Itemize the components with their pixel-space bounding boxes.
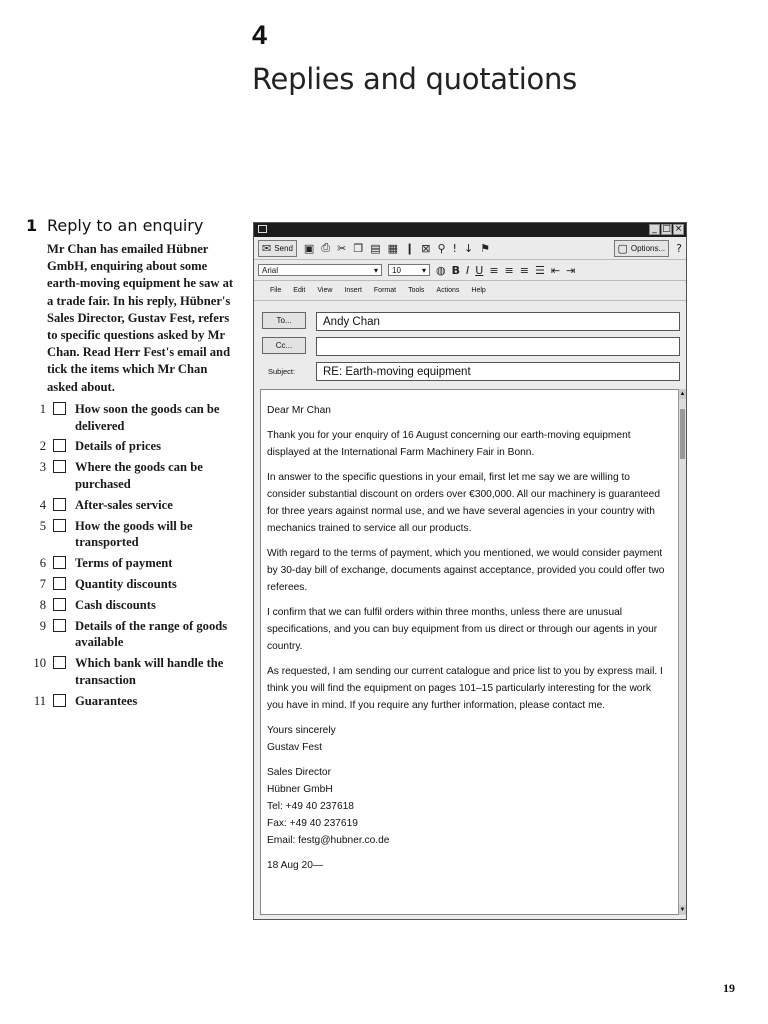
options-button[interactable] xyxy=(614,240,670,257)
exercise-heading xyxy=(26,216,234,235)
scroll-thumb[interactable] xyxy=(680,409,685,459)
checkbox[interactable] xyxy=(53,439,66,452)
exercise-number: 1 xyxy=(26,216,38,235)
envelope-icon: ✉ xyxy=(262,241,272,255)
list-item xyxy=(26,576,234,593)
checkbox[interactable] xyxy=(53,402,66,415)
bold-icon[interactable]: B xyxy=(451,263,460,277)
chevron-down-icon: ▾ xyxy=(373,265,378,275)
list-item xyxy=(26,438,234,455)
item-number: 7 xyxy=(39,577,46,591)
options-label: Options... xyxy=(630,243,666,253)
message-date: 18 Aug 20— xyxy=(267,860,324,871)
list-item xyxy=(26,459,234,493)
menu-actions[interactable]: Actions xyxy=(436,287,460,294)
attach-icon[interactable]: ❙ xyxy=(405,241,415,255)
checkbox[interactable] xyxy=(53,460,66,473)
cut-icon[interactable]: ✂ xyxy=(337,241,347,255)
menu-format[interactable]: Format xyxy=(373,287,397,294)
paste-icon[interactable]: ▤ xyxy=(370,241,381,255)
sender-name: Gustav Fest xyxy=(267,742,322,753)
close-icon[interactable]: × xyxy=(674,224,683,234)
importance-high-icon[interactable]: ! xyxy=(452,241,457,255)
item-number: 3 xyxy=(39,460,46,475)
item-number: 10 xyxy=(33,656,46,671)
minimize-icon[interactable]: _ xyxy=(649,224,660,235)
item-number: 4 xyxy=(39,497,46,512)
body-paragraph: In answer to the specific questions in your email, first let me say we are willing to consider substantial discount on orders over €300,000. All our machinery is guaranteed for three years against normal use, and we have several agencies in your country with mechanics trained to service all our products. xyxy=(267,472,661,534)
scroll-down-icon[interactable]: ▼ xyxy=(679,907,686,913)
chapter-number: 4 xyxy=(252,20,268,50)
list-item xyxy=(26,555,234,572)
item-text: Terms of payment xyxy=(75,556,173,571)
greeting: Dear Mr Chan xyxy=(267,405,331,416)
checkbox[interactable] xyxy=(53,519,66,532)
body-paragraph: I confirm that we can fulfil orders within three months, unless there are unusual specifications, and you can buy equipment from us direct or through our agents in your country. xyxy=(267,607,658,652)
maximize-icon[interactable]: □ xyxy=(662,224,671,234)
decrease-indent-icon[interactable]: ⇤ xyxy=(550,263,561,277)
vertical-scrollbar[interactable] xyxy=(678,389,686,915)
exercise-intro: Mr Chan has emailed Hübner GmbH, enquiring about some earth-moving equipment he saw at a trade fair. In his reply, Hübner's Sales Director, Gustav Fest, refers to specific questions asked by Mr Chan. Read Herr Fest's email and tick the items which Mr Chan asked about. xyxy=(47,242,234,394)
chevron-down-icon: ▾ xyxy=(421,265,426,275)
body-paragraph: With regard to the terms of payment, which you mentioned, we would consider payment by 30-day bill of exchange, documents against acceptance, provided you could offer two referees. xyxy=(267,548,665,593)
align-center-icon[interactable]: ≡ xyxy=(504,263,514,277)
window-controls xyxy=(649,224,684,235)
cc-field[interactable] xyxy=(316,337,680,356)
item-number: 2 xyxy=(39,439,46,454)
importance-low-icon[interactable]: ↓ xyxy=(463,241,474,255)
sender-email: Email: festg@hubner.co.de xyxy=(267,835,390,846)
email-window xyxy=(253,222,687,920)
title-bar xyxy=(254,223,686,237)
to-button[interactable]: To... xyxy=(262,312,306,329)
body-paragraph: As requested, I am sending our current catalogue and price list to you by express mail. I think you will find the equipment on pages 101–15 particularly interesting for the work you have in mind. If you require any further information, please contact me. xyxy=(267,666,663,711)
subject-field[interactable]: RE: Earth-moving equipment xyxy=(316,362,680,381)
checkbox[interactable] xyxy=(53,619,66,632)
checkbox[interactable] xyxy=(53,598,66,611)
address-book-icon[interactable]: ▦ xyxy=(387,241,399,255)
item-text: Details of prices xyxy=(75,439,162,454)
send-button[interactable] xyxy=(258,240,297,257)
item-text: Cash discounts xyxy=(75,597,156,612)
increase-indent-icon[interactable]: ⇥ xyxy=(566,263,576,277)
item-number: 8 xyxy=(39,597,46,612)
list-item xyxy=(26,597,234,614)
list-item xyxy=(26,518,234,552)
item-number: 9 xyxy=(39,618,46,633)
exercise-title: Reply to an enquiry xyxy=(47,216,204,235)
insert-file-icon[interactable]: ⊠ xyxy=(421,241,431,255)
to-field[interactable]: Andy Chan xyxy=(316,312,680,331)
checkbox[interactable] xyxy=(53,656,66,669)
check-names-icon[interactable]: ⚲ xyxy=(437,241,446,255)
checkbox[interactable] xyxy=(53,556,66,569)
item-text: Quantity discounts xyxy=(75,577,177,591)
sender-title: Sales Director xyxy=(267,767,331,778)
menu-view[interactable]: View xyxy=(317,287,333,294)
checkbox[interactable] xyxy=(53,694,66,707)
exercise-section xyxy=(26,216,234,714)
item-text: After-sales service xyxy=(75,497,173,512)
message-body[interactable] xyxy=(260,389,679,915)
item-text: Guarantees xyxy=(75,693,138,708)
sender-company: Hübner GmbH xyxy=(267,784,333,795)
underline-icon[interactable]: U xyxy=(475,263,484,277)
copy-icon[interactable]: ❐ xyxy=(353,241,364,255)
options-icon: ▢ xyxy=(617,241,628,255)
send-label: Send xyxy=(274,243,293,253)
font-size-select[interactable] xyxy=(388,264,430,276)
sender-fax: Fax: +49 40 237619 xyxy=(267,818,358,829)
item-text: Where the goods can be purchased xyxy=(75,460,203,492)
align-left-icon[interactable]: ≡ xyxy=(489,263,499,277)
menu-tools[interactable]: Tools xyxy=(408,287,425,294)
menu-edit[interactable]: Edit xyxy=(293,287,306,294)
list-item xyxy=(26,497,234,514)
font-color-icon[interactable]: ◍ xyxy=(436,263,446,277)
list-item xyxy=(26,693,234,710)
item-text: How soon the goods can be delivered xyxy=(75,401,220,433)
checkbox[interactable] xyxy=(53,577,66,590)
italic-icon[interactable]: I xyxy=(466,263,470,277)
menu-file[interactable]: File xyxy=(270,287,282,294)
item-text: How the goods will be transported xyxy=(75,518,193,550)
sender-tel: Tel: +49 40 237618 xyxy=(267,801,354,812)
menu-help[interactable]: Help xyxy=(471,287,486,294)
list-item xyxy=(26,618,234,652)
item-number: 5 xyxy=(39,518,46,533)
item-text: Which bank will handle the transaction xyxy=(75,656,224,687)
bullets-icon[interactable]: ☰ xyxy=(534,263,545,277)
envelope-icon xyxy=(258,225,267,233)
print-icon[interactable]: ⎙ xyxy=(321,241,331,254)
chapter-title: Replies and quotations xyxy=(252,62,577,96)
checklist xyxy=(26,401,234,710)
page-number: 19 xyxy=(723,981,735,995)
menu-insert[interactable]: Insert xyxy=(344,287,362,294)
item-number: 6 xyxy=(39,556,46,571)
help-icon[interactable]: ? xyxy=(676,241,682,255)
font-select[interactable] xyxy=(258,264,382,276)
checkbox[interactable] xyxy=(53,498,66,511)
formatting-toolbar xyxy=(254,260,686,281)
cc-button[interactable]: Cc... xyxy=(262,337,306,354)
body-paragraph: Thank you for your enquiry of 16 August concerning our earth-moving equipment displayed at the International Farm Machinery Fair in Bonn. xyxy=(267,430,631,458)
closing: Yours sincerely xyxy=(267,725,336,736)
item-number: 11 xyxy=(33,693,46,708)
font-size-value: 10 xyxy=(392,265,401,275)
menu-bar xyxy=(254,281,686,301)
flag-icon[interactable]: ⚑ xyxy=(480,241,491,255)
standard-toolbar xyxy=(254,237,686,260)
align-right-icon[interactable]: ≡ xyxy=(519,263,529,277)
font-value: Arial xyxy=(262,265,279,275)
scroll-up-icon[interactable]: ▲ xyxy=(679,391,686,397)
list-item xyxy=(26,401,234,435)
subject-label: Subject: xyxy=(268,367,296,376)
save-icon[interactable]: ▣ xyxy=(303,241,315,255)
item-text: Details of the range of goods available xyxy=(75,618,228,650)
item-number: 1 xyxy=(39,401,46,416)
list-item xyxy=(26,655,234,689)
